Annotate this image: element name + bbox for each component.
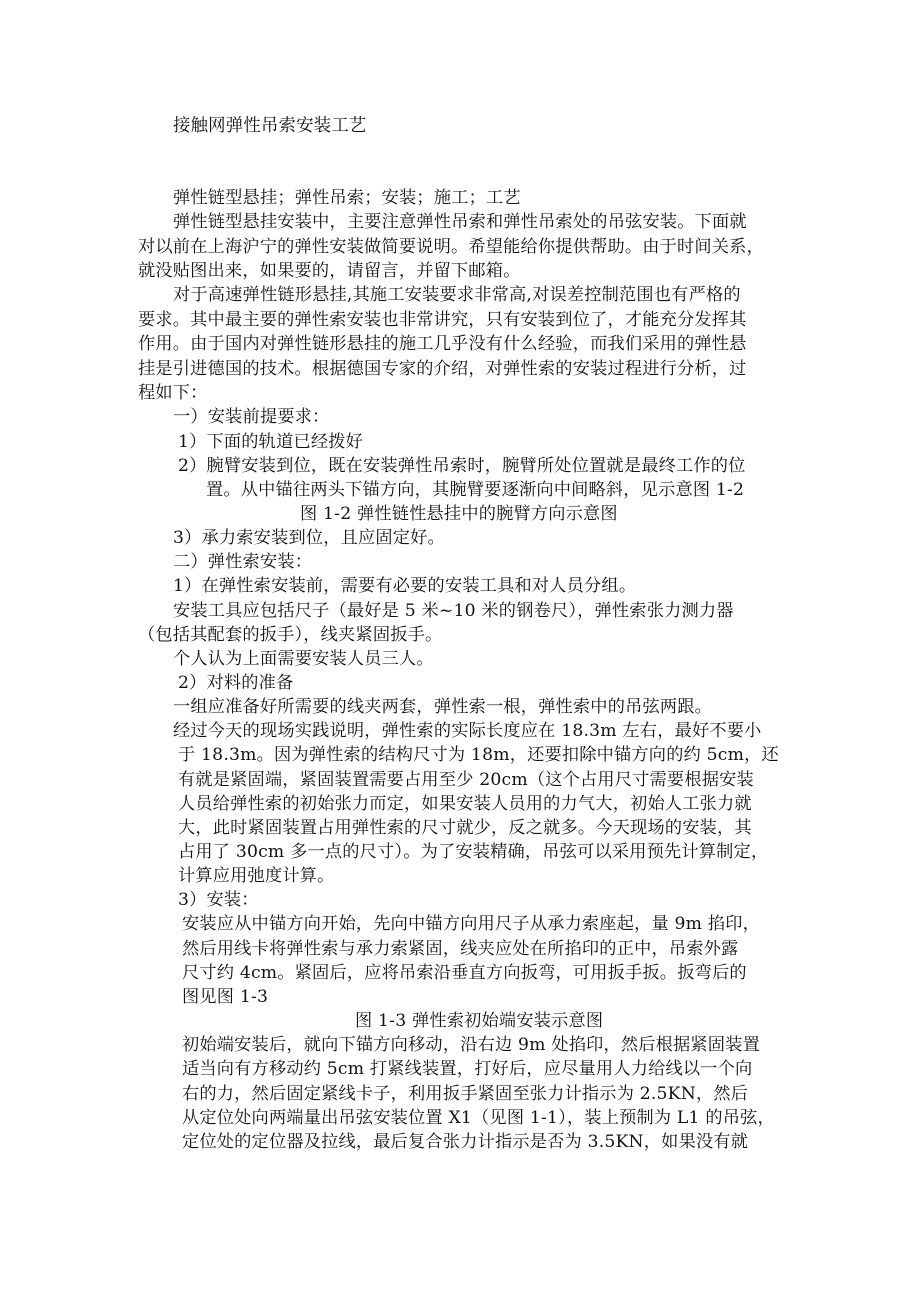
text-line: 图见图 1-3 [182, 987, 269, 1007]
text-line: 人员给弹性索的初始张力而定，如果安装人员用的力气大，初始人工张力就 [178, 794, 752, 814]
list-item: 2）腕臂安装到位，既在安装弹性吊索时，腕臂所处位置就是最终工作的位 [178, 456, 746, 476]
text-line: 就没贴图出来，如果要的，请留言，并留下邮箱。 [138, 261, 521, 281]
text-line: 定位处的定位器及拉线，最后复合张力计指示是否为 3.5KN，如果没有就 [182, 1132, 749, 1152]
keywords-line: 弹性链型悬挂；弹性吊索；安装；施工；工艺 [173, 188, 521, 208]
text-line: 大，此时紧固装置占用弹性索的尺寸就少，反之就多。今天现场的安装，其 [178, 818, 752, 838]
text-line: 有就是紧固端，紧固装置需要占用至少 20cm（这个占用尺寸需要根据安装 [178, 770, 754, 790]
list-item: 1）在弹性索安装前，需要有必要的安装工具和对人员分组。 [173, 576, 637, 596]
text-line: 占用了 30cm 多一点的尺寸）。为了安装精确，吊弦可以采用预先计算制定， [178, 842, 769, 862]
text-line: 要求。其中最主要的弹性索安装也非常讲究，只有安装到位了，才能充分发挥其 [138, 310, 747, 330]
text-line: 初始端安装后，就向下锚方向移动，沿右边 9m 处掐印，然后根据紧固装置 [182, 1035, 760, 1055]
text-line: 挂是引进德国的技术。根据德国专家的介绍，对弹性索的安装过程进行分析，过 [138, 359, 747, 379]
text-line: 右的力，然后固定紧线卡子，利用扳手紧固至张力计指示为 2.5KN，然后 [182, 1084, 749, 1104]
text-line: （包括其配套的扳手），线夹紧固扳手。 [138, 625, 443, 645]
document-title: 接触网弹性吊索安装工艺 [173, 116, 367, 136]
text-line: 对以前在上海沪宁的弹性安装做简要说明。希望能给你提供帮助。由于时间关系， [138, 237, 764, 257]
text-line: 安装应从中锚方向开始，先向中锚方向用尺子从承力索座起，量 9m 掐印， [182, 914, 760, 934]
text-line: 于 18.3m。因为弹性索的结构尺寸为 18m，还要扣除中锚方向的约 5cm，还 [178, 745, 779, 765]
text-line: 适当向有方移动约 5cm 打紧线装置，打好后，应尽量用人力给线以一个向 [182, 1059, 753, 1079]
text-line: 对于高速弹性链形悬挂,其施工安装要求非常高,对误差控制范围也有严格的 [173, 285, 741, 305]
section-heading: 一）安装前提要求： [173, 407, 330, 427]
list-item: 1）下面的轨道已经拨好 [178, 432, 364, 452]
list-item: 3）安装： [178, 890, 259, 910]
list-item-continuation: 置。从中锚往两头下锚方向，其腕臂要逐渐向中间略斜，见示意图 1-2 [206, 480, 745, 500]
figure-caption: 图 1-3 弹性索初始端安装示意图 [355, 1011, 604, 1031]
figure-caption: 图 1-2 弹性链性悬挂中的腕臂方向示意图 [300, 504, 618, 524]
text-line: 经过今天的现场实践说明，弹性索的实际长度应在 18.3m 左右，最好不要小 [173, 721, 762, 741]
text-line: 弹性链型悬挂安装中，主要注意弹性吊索和弹性吊索处的吊弦安装。下面就 [173, 212, 747, 232]
text-line: 然后用线卡将弹性索与承力索紧固，线夹应处在所掐印的正中，吊索外露 [182, 939, 739, 959]
text-line: 一组应准备好所需要的线夹两套，弹性索一根，弹性索中的吊弦两跟。 [173, 697, 713, 717]
text-line: 安装工具应包括尺子（最好是 5 米~10 米的钢卷尺），弹性索张力测力器 [173, 601, 734, 621]
list-item: 2）对料的准备 [178, 673, 294, 693]
text-line: 从定位处向两端量出吊弦安装位置 X1（见图 1-1），装上预制为 L1 的吊弦， [182, 1108, 775, 1128]
list-item: 3）承力索安装到位，且应固定好。 [173, 528, 445, 548]
text-line: 计算应用弛度计算。 [178, 866, 335, 886]
text-line: 程如下： [138, 383, 208, 403]
section-heading: 二）弹性索安装： [173, 552, 313, 572]
text-line: 尺寸约 4cm。紧固后，应将吊索沿垂直方向扳弯，可用扳手扳。扳弯后的 [182, 963, 747, 983]
text-line: 个人认为上面需要安装人员三人。 [173, 649, 434, 669]
text-line: 作用。由于国内对弹性链形悬挂的施工几乎没有什么经验，而我们采用的弹性悬 [138, 334, 747, 354]
